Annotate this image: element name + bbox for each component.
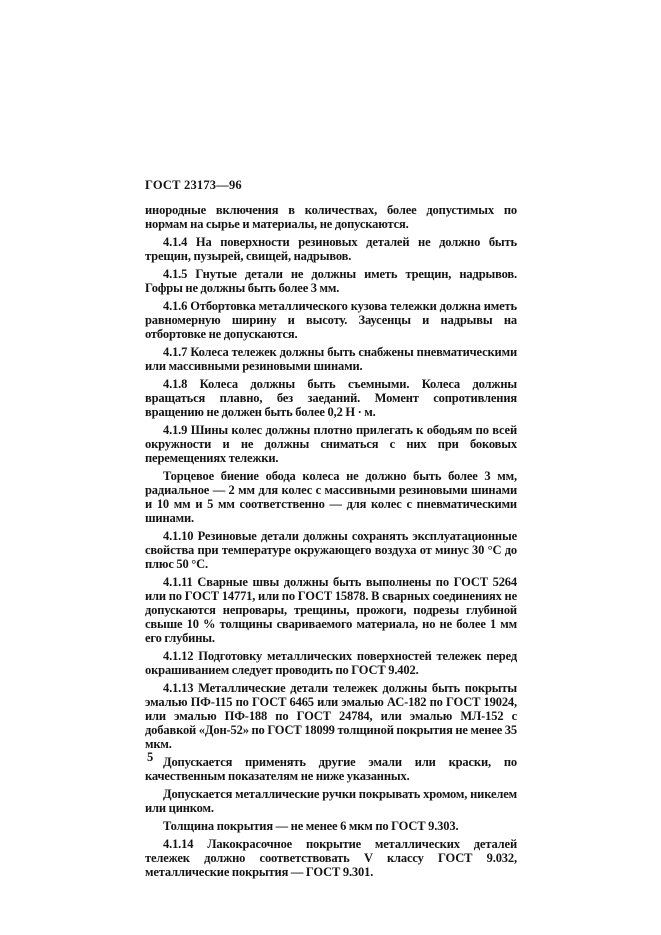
paragraph-runout: Торцевое биение обода колеса не должно быть более 3 мм, радиальное — 2 мм для колес с массивными резиновыми шинами и 10 мм и 5 мм соответственно — для колес с пневматическими шинами. — [145, 469, 517, 525]
paragraph-continuation: инородные включения в количествах, более допустимых по нормам на сырье и материалы, не допускаются. — [145, 203, 517, 231]
paragraph-handles-plating: Допускается металлические ручки покрывать хромом, никелем или цинком. — [145, 787, 517, 815]
paragraph-4-1-10: 4.1.10 Резиновые детали должны сохранять эксплуатационные свойства при температуре окружающего воздуха от минус 30 °С до плюс 50 °С. — [145, 529, 517, 571]
paragraph-4-1-13: 4.1.13 Металлические детали тележек должны быть покрыты эмалью ПФ-115 по ГОСТ 6465 или эмалью АС-182 по ГОСТ 19024, или эмалью ПФ-188 по ГОСТ 24784, или эмалью МЛ-152 с добавкой «Дон-52» по ГОСТ 18099 толщиной покрытия не менее 35 мкм. — [145, 681, 517, 751]
document-header: ГОСТ 23173—96 — [145, 178, 242, 192]
paragraph-4-1-7: 4.1.7 Колеса тележек должны быть снабжены пневматическими или массивными резиновыми шинами. — [145, 345, 517, 373]
paragraph-4-1-9: 4.1.9 Шины колес должны плотно прилегать к ободьям по всей окружности и не должны сниматься с них при боковых перемещениях тележки. — [145, 423, 517, 465]
paragraph-4-1-14: 4.1.14 Лакокрасочное покрытие металлических деталей тележек должно соответствовать V классу ГОСТ 9.032, металлические покрытия — ГОСТ 9.301. — [145, 837, 517, 879]
page-number: 5 — [147, 750, 154, 764]
paragraph-coating-thickness: Толщина покрытия — не менее 6 мкм по ГОСТ 9.303. — [163, 819, 459, 833]
paragraph-4-1-11: 4.1.11 Сварные швы должны быть выполнены по ГОСТ 5264 или по ГОСТ 14771, или по ГОСТ 15878. В сварных соединениях не допускаются непровары, трещины, прожоги, подрезы глубиной свыше 10 % толщины свариваемого материала, но не более 1 мм его глубины. — [145, 575, 517, 645]
paragraph-4-1-6: 4.1.6 Отбортовка металлического кузова тележки должна иметь равномерную ширину и высоту. Заусенцы и надрывы на отбортовке не допускаются. — [145, 299, 517, 341]
paragraph-4-1-5: 4.1.5 Гнутые детали не должны иметь трещин, надрывов. Гофры не должны быть более 3 мм. — [145, 267, 517, 295]
paragraph-4-1-4: 4.1.4 На поверхности резиновых деталей не должно быть трещин, пузырей, свищей, надрывов. — [145, 235, 517, 263]
paragraph-4-1-12: 4.1.12 Подготовку металлических поверхностей тележек перед окрашиванием следует проводить по ГОСТ 9.402. — [145, 649, 517, 677]
paragraph-4-1-8: 4.1.8 Колеса должны быть съемными. Колеса должны вращаться плавно, без заеданий. Момент сопротивления вращению не должен быть более 0,2 Н · м. — [145, 377, 517, 419]
body-text — [145, 203, 517, 883]
paragraph-other-enamels: Допускается применять другие эмали или краски, по качественным показателям не ниже указанных. — [145, 755, 517, 783]
